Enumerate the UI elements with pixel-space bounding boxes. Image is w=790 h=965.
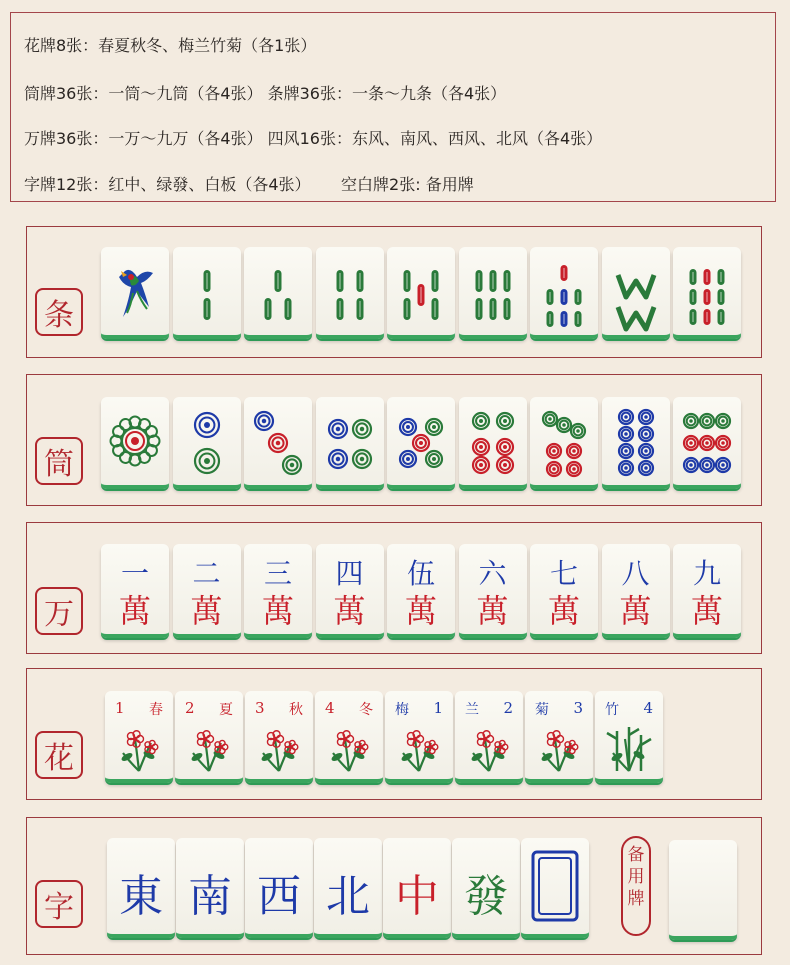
summary-line-flowers: 花牌8张：春夏秋冬、梅兰竹菊（各1张） [24, 36, 317, 55]
dots-tile-3 [244, 397, 312, 489]
characters-tile-1 [101, 544, 169, 638]
flower-tile-秋 [245, 691, 313, 783]
honor-tile-character: 中 [395, 871, 439, 922]
flower-tile-number: 3 [573, 699, 583, 717]
characters-tile-2 [173, 544, 241, 638]
tile-numeral: 三 [263, 557, 292, 590]
dots-tile-9 [673, 397, 741, 489]
summary-line-characters-winds: 万牌36张：一万～九万（各4张） 四风16张：东风、南风、西风、北风（各4张） [24, 129, 603, 148]
honor-tile-中 [383, 838, 451, 938]
characters-tile-3 [244, 544, 312, 638]
flower-tile-春 [105, 691, 173, 783]
flower-tile-竹 [595, 691, 663, 783]
bamboo-section [26, 226, 762, 358]
dots-tile-5 [387, 397, 455, 489]
tile-face-art [673, 247, 741, 339]
dots-tile-8 [602, 397, 670, 489]
bamboo-tile-6 [459, 247, 527, 339]
dots-tile-4 [316, 397, 384, 489]
tile-numeral: 八 [621, 557, 650, 590]
honor-tile-white-dragon [521, 838, 589, 938]
tile-numeral: 四 [335, 557, 364, 590]
flower-tile-name: 秋 [289, 702, 303, 718]
dots-seal: 筒 [35, 437, 83, 485]
bamboo-tile-1 [101, 247, 169, 339]
tile-wan-character: 萬 [690, 592, 723, 630]
flower-tile-冬 [315, 691, 383, 783]
dots-tile-2 [173, 397, 241, 489]
tile-face-art [105, 691, 173, 783]
honor-tile-character: 發 [464, 871, 508, 922]
tile-face-art [387, 397, 455, 489]
tile-face-art [521, 838, 589, 938]
tile-wan-character: 萬 [261, 592, 294, 630]
honors-section [26, 817, 762, 955]
summary-line-honors-blank: 字牌12张：红中、绿發、白板（各4张） 空白牌2张: 备用牌 [24, 175, 474, 194]
spare-tile-label: 备用牌 [621, 836, 651, 936]
flowers-seal: 花 [35, 731, 83, 779]
tile-wan-character: 萬 [190, 592, 223, 630]
tile-face-art [244, 397, 312, 489]
characters-tile-4 [316, 544, 384, 638]
bamboo-tile-8 [602, 247, 670, 339]
dots-tile-1 [101, 397, 169, 489]
tile-wan-character: 萬 [476, 592, 509, 630]
flower-tile-number: 3 [255, 699, 265, 717]
tile-face-art [173, 247, 241, 339]
tile-face-art [530, 247, 598, 339]
flower-tile-name: 梅 [395, 702, 409, 718]
tile-face-art [602, 247, 670, 339]
flowers-section [26, 668, 762, 800]
honor-tile-南 [176, 838, 244, 938]
tile-wan-character: 萬 [547, 592, 580, 630]
tile-face-art [459, 397, 527, 489]
dots-tile-6 [459, 397, 527, 489]
tile-face-art [673, 397, 741, 489]
tile-face-art [316, 397, 384, 489]
tile-numeral: 一 [120, 557, 149, 590]
honor-tile-character: 南 [188, 871, 232, 922]
honor-tile-東 [107, 838, 175, 938]
spare-blank-tile [669, 840, 737, 940]
tile-face-art [455, 691, 523, 783]
tile-face-art [316, 247, 384, 339]
flower-tile-number: 1 [433, 699, 443, 717]
tile-face-art [315, 691, 383, 783]
tile-numeral: 六 [478, 557, 507, 590]
tile-numeral: 九 [692, 557, 721, 590]
honor-tile-character: 西 [257, 871, 301, 922]
tile-face-art [101, 397, 169, 489]
flower-tile-number: 4 [325, 699, 335, 717]
tile-count-summary [10, 12, 776, 202]
bamboo-tile-7 [530, 247, 598, 339]
tile-wan-character: 萬 [118, 592, 151, 630]
honor-tile-北 [314, 838, 382, 938]
flower-tile-name: 冬 [359, 702, 373, 718]
tile-wan-character: 萬 [333, 592, 366, 630]
tile-wan-character: 萬 [619, 592, 652, 630]
characters-section [26, 522, 762, 654]
flower-tile-name: 竹 [605, 702, 619, 718]
flower-tile-菊 [525, 691, 593, 783]
flower-tile-name: 菊 [535, 702, 549, 718]
tile-numeral: 七 [549, 557, 578, 590]
bamboo-tile-2 [173, 247, 241, 339]
flower-tile-number: 2 [185, 699, 195, 717]
characters-tile-8 [602, 544, 670, 638]
bamboo-tile-4 [316, 247, 384, 339]
flower-tile-number: 4 [643, 699, 653, 717]
characters-seal: 万 [35, 587, 83, 635]
summary-line-dots-bamboo: 筒牌36张：一筒～九筒（各4张） 条牌36张：一条～九条（各4张） [24, 84, 507, 103]
characters-tile-5 [387, 544, 455, 638]
bamboo-tile-5 [387, 247, 455, 339]
flower-tile-梅 [385, 691, 453, 783]
honor-tile-character: 北 [326, 871, 370, 922]
flower-tile-name: 兰 [465, 702, 479, 718]
honor-tile-character: 東 [119, 871, 163, 922]
tile-face-art [101, 247, 169, 339]
honor-tile-發 [452, 838, 520, 938]
flower-tile-夏 [175, 691, 243, 783]
tile-face-art [385, 691, 453, 783]
flower-tile-name: 春 [149, 702, 163, 718]
characters-tile-9 [673, 544, 741, 638]
flower-tile-name: 夏 [219, 702, 233, 718]
flower-tile-number: 2 [503, 699, 513, 717]
tile-face-art [530, 397, 598, 489]
tile-numeral: 伍 [406, 557, 435, 590]
flower-tile-number: 1 [115, 699, 125, 717]
bamboo-tile-9 [673, 247, 741, 339]
dots-section [26, 374, 762, 506]
bamboo-seal: 条 [35, 288, 83, 336]
tile-face-art [602, 397, 670, 489]
tile-face-art [459, 247, 527, 339]
honors-seal: 字 [35, 880, 83, 928]
tile-face-art [245, 691, 313, 783]
tile-face-art [387, 247, 455, 339]
tile-numeral: 二 [192, 557, 221, 590]
characters-tile-6 [459, 544, 527, 638]
tile-face-art [173, 397, 241, 489]
characters-tile-7 [530, 544, 598, 638]
tile-face-art [595, 691, 663, 783]
flower-tile-兰 [455, 691, 523, 783]
tile-face-art [175, 691, 243, 783]
bamboo-tile-3 [244, 247, 312, 339]
tile-face-art [244, 247, 312, 339]
tile-face-art [525, 691, 593, 783]
honor-tile-西 [245, 838, 313, 938]
tile-wan-character: 萬 [404, 592, 437, 630]
dots-tile-7 [530, 397, 598, 489]
